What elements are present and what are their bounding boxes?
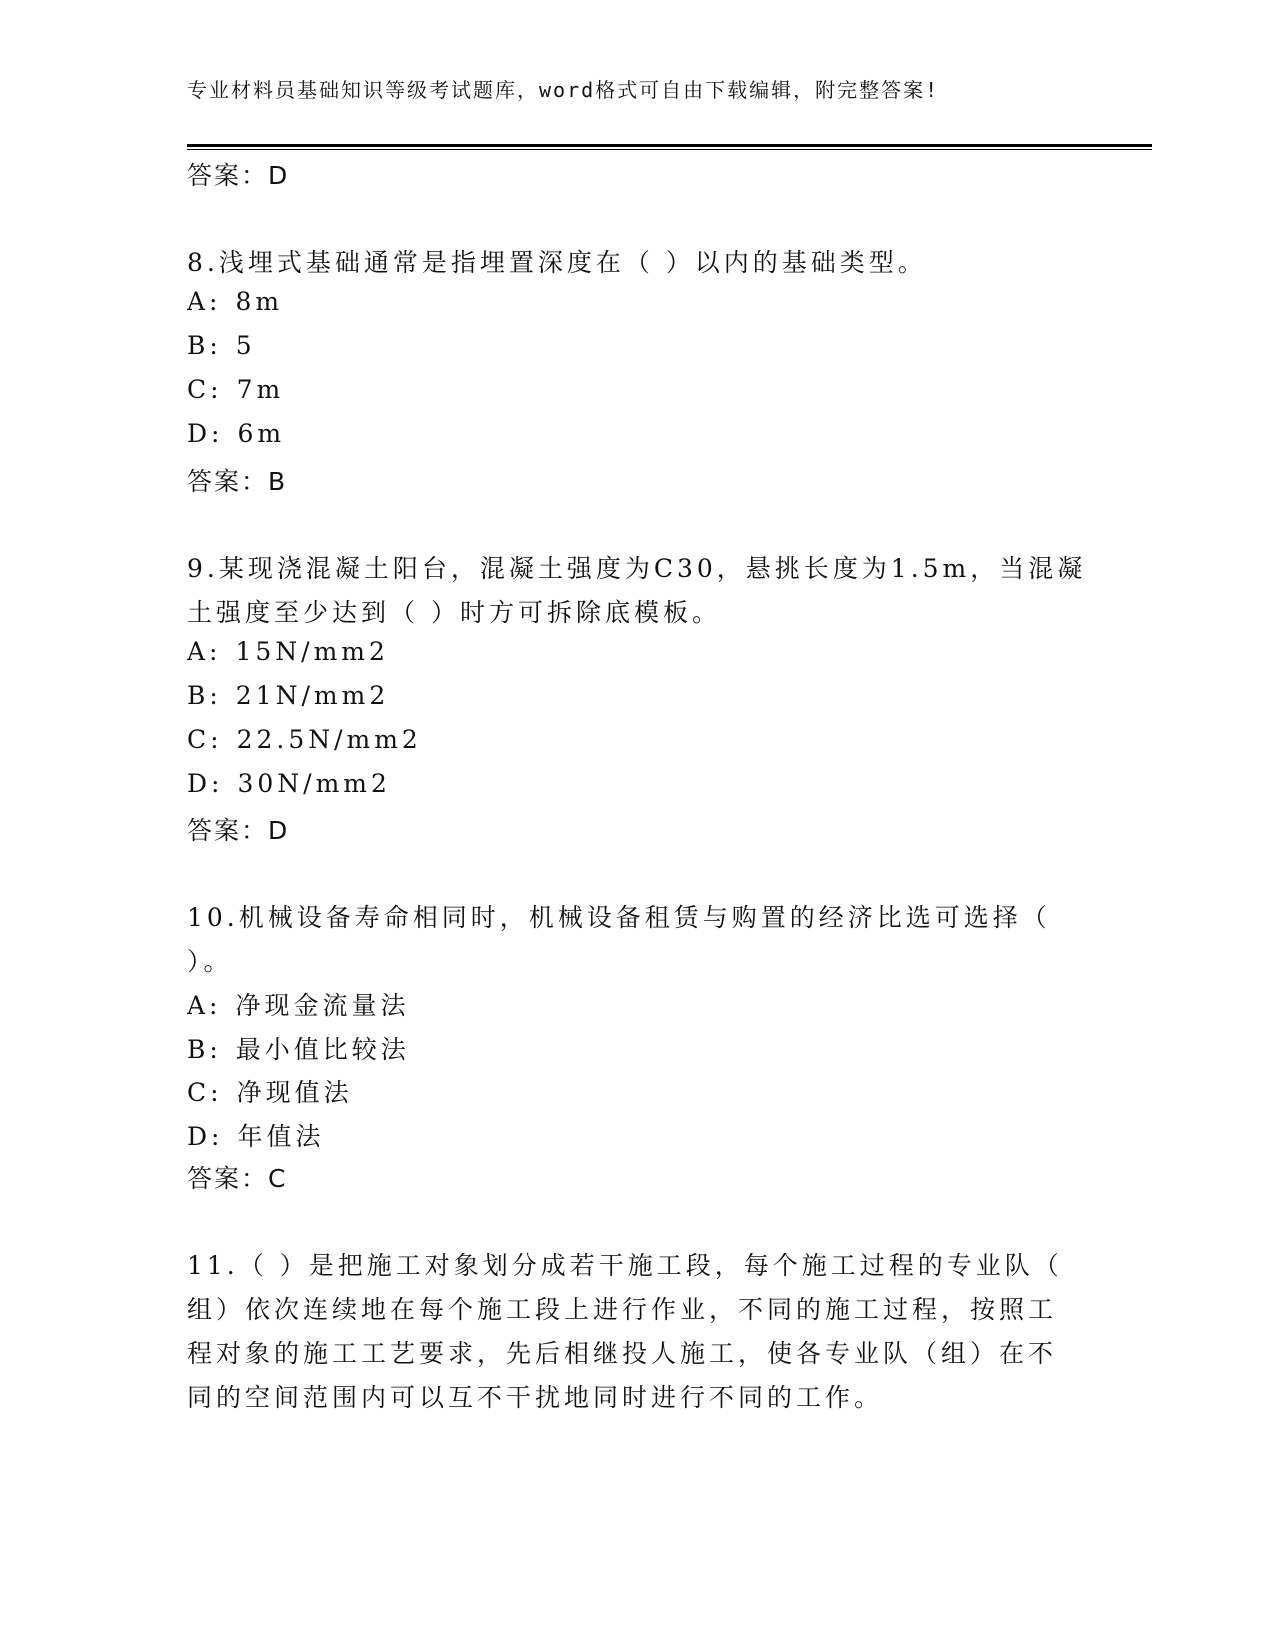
question-9-answer: 答案：D: [187, 816, 290, 845]
question-9-option-b: [187, 681, 389, 710]
question-8-option-a: [187, 287, 283, 316]
question-10-text-line-1: 10.机械设备寿命相同时，机械设备租赁与购置的经济比选可选择（: [187, 903, 1051, 932]
question-8-answer: 答案：B: [187, 467, 288, 496]
question-10-answer: 答案：C: [187, 1164, 288, 1193]
question-9-option-d: [187, 769, 391, 798]
previous-answer: 答案：D: [187, 161, 290, 190]
question-10-option-d: [187, 1117, 324, 1153]
option-label: A:: [187, 637, 222, 666]
document-header: 专业材料员基础知识等级考试题库，word格式可自由下载编辑，附完整答案!: [187, 78, 940, 102]
option-label: D:: [187, 1122, 224, 1151]
option-label: B:: [187, 1035, 222, 1064]
option-text: 净现值法: [236, 1078, 353, 1107]
option-label: A:: [187, 991, 222, 1020]
question-9-option-c: [187, 725, 422, 754]
option-text: 8m: [235, 287, 284, 316]
question-10-option-a: [187, 986, 410, 1022]
option-label: C:: [187, 725, 223, 754]
option-label: D:: [187, 419, 224, 448]
option-label: A:: [187, 287, 222, 316]
option-label: B:: [187, 331, 222, 360]
option-text: 净现金流量法: [235, 991, 410, 1020]
option-text: 5: [235, 331, 256, 360]
option-text: 年值法: [237, 1122, 325, 1151]
header-rule-thin: [187, 149, 1152, 150]
option-label: D:: [187, 769, 224, 798]
option-text: 15N/mm2: [235, 637, 389, 666]
option-text: 21N/mm2: [235, 681, 390, 710]
option-label: B:: [187, 681, 222, 710]
question-8-option-d: [187, 419, 285, 448]
question-9-text-line-1: 9.某现浇混凝土阳台，混凝土强度为C30，悬挑长度为1.5m，当混凝: [187, 554, 1087, 583]
question-8-option-c: [187, 375, 284, 404]
question-8-text: 8.浅埋式基础通常是指埋置深度在（ ）以内的基础类型。: [187, 248, 927, 277]
question-11-text-line-3: 程对象的施工工艺要求，先后相继投人施工，使各专业队（组）在不: [187, 1339, 1058, 1368]
question-11-text-line-4: 同的空间范围内可以互不干扰地同时进行不同的工作。: [187, 1383, 884, 1412]
option-label: C:: [187, 1078, 223, 1107]
option-text: 7m: [236, 375, 285, 404]
question-9-option-a: [187, 637, 389, 666]
question-11-text-line-2: 组）依次连续地在每个施工段上进行作业，不同的施工过程，按照工: [187, 1295, 1058, 1324]
question-10-option-b: [187, 1030, 410, 1066]
header-rule-thick: [187, 144, 1152, 147]
option-text: 6m: [237, 419, 286, 448]
option-label: C:: [187, 375, 223, 404]
question-10-text-line-2: ）。: [187, 947, 233, 976]
option-text: 最小值比较法: [235, 1035, 410, 1064]
question-11-text-line-1: 11.（ ）是把施工对象划分成若干施工段，每个施工过程的专业队（: [187, 1251, 1063, 1280]
question-9-text-line-2: 土强度至少达到（ ）时方可拆除底模板。: [187, 598, 721, 627]
option-text: 30N/mm2: [237, 769, 391, 798]
question-8-option-b: [187, 331, 256, 360]
question-10-option-c: [187, 1073, 353, 1109]
option-text: 22.5N/mm2: [236, 725, 422, 754]
